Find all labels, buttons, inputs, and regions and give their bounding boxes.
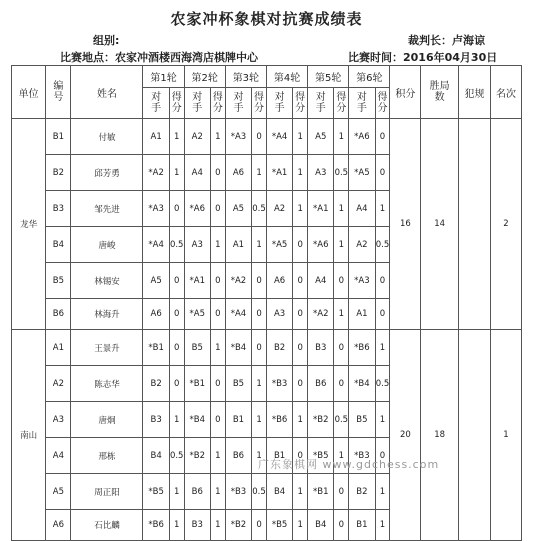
round-opponent: *B3 [266,366,292,402]
round-score: 0 [210,191,225,227]
round-score: 1 [334,299,349,330]
player-name: 陈志华 [71,366,143,402]
opponent-header: 对 手 [225,88,251,119]
player-name: 唐炯 [71,402,143,438]
round-opponent: *B5 [266,510,292,541]
player-code: A6 [46,510,71,541]
round-score: 1 [252,155,267,191]
round-score: 1 [334,119,349,155]
round-score: 1 [252,402,267,438]
round-opponent: *B2 [308,402,334,438]
player-name: 王景升 [71,330,143,366]
round-score: 1 [210,330,225,366]
round-opponent: B1 [225,402,251,438]
round-opponent: A1 [225,227,251,263]
round-score: 1 [334,191,349,227]
round-opponent: *A4 [266,119,292,155]
round-opponent: A4 [308,263,334,299]
round-5-header: 第5轮 [308,66,349,88]
round-opponent: B3 [143,402,169,438]
round-opponent: *B2 [225,510,251,541]
round-opponent: *A2 [225,263,251,299]
round-score: 0.5 [169,227,184,263]
round-score: 1 [375,474,390,510]
round-opponent: A4 [184,155,210,191]
round-opponent: B3 [308,330,334,366]
opponent-header: 对 手 [308,88,334,119]
player-name: 唐峻 [71,227,143,263]
round-opponent: A2 [266,191,292,227]
match-date: 比赛时间：2016年04月30日 [348,51,498,64]
round-score: 0.5 [375,366,390,402]
team-rank: 2 [491,119,522,330]
player-code: B2 [46,155,71,191]
round-opponent: A4 [349,191,375,227]
round-score: 1 [210,227,225,263]
round-opponent: *B6 [266,402,292,438]
round-opponent: *B4 [184,402,210,438]
round-opponent: A3 [184,227,210,263]
round-opponent: B6 [308,366,334,402]
name-header: 姓名 [71,66,143,119]
round-opponent: B2 [143,366,169,402]
round-opponent: *B1 [308,474,334,510]
round-score: 1 [252,438,267,474]
player-name: 邢栋 [71,438,143,474]
round-opponent: B2 [349,474,375,510]
round-score: 1 [375,191,390,227]
round-opponent: *A3 [349,263,375,299]
round-score: 1 [293,474,308,510]
round-opponent: B6 [184,474,210,510]
player-name: 林海升 [71,299,143,330]
round-score: 0 [210,263,225,299]
round-opponent: A6 [266,263,292,299]
round-1-header: 第1轮 [143,66,184,88]
round-score: 0.5 [169,438,184,474]
round-score: 1 [375,402,390,438]
team-wins: 14 [421,119,459,330]
player-name: 邱芳勇 [71,155,143,191]
round-score: 1 [293,119,308,155]
round-score: 1 [169,510,184,541]
round-opponent: B5 [349,402,375,438]
round-score: 0.5 [252,191,267,227]
player-name: 付敏 [71,119,143,155]
round-score: 0 [334,263,349,299]
score-header: 得 分 [334,88,349,119]
round-score: 0 [210,299,225,330]
round-opponent: *A5 [266,227,292,263]
round-2-header: 第2轮 [184,66,225,88]
round-score: 0 [375,119,390,155]
round-opponent: B1 [266,438,292,474]
round-score: 0 [252,119,267,155]
venue: 比赛地点：农家冲酒楼西海湾店棋牌中心 [60,51,258,64]
round-opponent: *B4 [349,366,375,402]
round-score: 0 [334,366,349,402]
player-name: 石比麟 [71,510,143,541]
round-score: 0 [334,474,349,510]
round-score: 0 [210,402,225,438]
round-score: 0 [293,227,308,263]
unit-header: 单位 [12,66,46,119]
page-title: 农家冲杯象棋对抗赛成绩表 [170,10,363,28]
round-opponent: B3 [184,510,210,541]
round-opponent: *B3 [349,438,375,474]
watermark: 广东象棋网 www.gdchess.com [258,458,440,471]
player-code: A3 [46,402,71,438]
player-name: 周正阳 [71,474,143,510]
round-score: 1 [293,155,308,191]
round-score: 1 [334,227,349,263]
round-opponent: A3 [266,299,292,330]
player-name: 邹先进 [71,191,143,227]
player-row [12,330,522,366]
team-points: 20 [390,330,421,541]
round-score: 0 [375,299,390,330]
round-opponent: A2 [184,119,210,155]
round-score: 0.5 [334,402,349,438]
round-score: 1 [210,510,225,541]
player-code: B6 [46,299,71,330]
round-score: 0 [252,263,267,299]
team-rank: 1 [491,330,522,541]
round-opponent: *A2 [308,299,334,330]
round-score: 0 [210,155,225,191]
round-score: 0 [293,263,308,299]
round-opponent: *A6 [184,191,210,227]
round-opponent: A3 [308,155,334,191]
group-label: 组别: [93,34,120,47]
round-score: 1 [293,191,308,227]
round-opponent: *B3 [225,474,251,510]
team-unit: 龙华 [12,119,46,330]
round-opponent: A5 [225,191,251,227]
round-score: 0 [252,330,267,366]
round-opponent: *A4 [225,299,251,330]
round-opponent: *B5 [308,438,334,474]
round-opponent: A6 [225,155,251,191]
score-header: 得 分 [375,88,390,119]
round-score: 1 [210,474,225,510]
round-score: 0 [334,510,349,541]
round-opponent: A5 [308,119,334,155]
round-opponent: B4 [143,438,169,474]
round-score: 0 [293,330,308,366]
player-row [12,119,522,155]
round-score: 0 [293,366,308,402]
round-score: 0 [169,299,184,330]
round-score: 0 [169,263,184,299]
round-score: 1 [210,119,225,155]
round-score: 0.5 [375,227,390,263]
round-opponent: *B4 [225,330,251,366]
team-fouls [459,119,491,330]
round-opponent: B1 [349,510,375,541]
opponent-header: 对 手 [266,88,292,119]
round-opponent: B5 [184,330,210,366]
round-opponent: A6 [143,299,169,330]
round-opponent: *A2 [143,155,169,191]
round-score: 0 [169,191,184,227]
round-opponent: B2 [266,330,292,366]
round-score: 0 [293,438,308,474]
rank-header: 名次 [491,66,522,119]
round-opponent: *B1 [184,366,210,402]
round-opponent: A2 [349,227,375,263]
round-score: 0 [375,438,390,474]
round-opponent: B5 [225,366,251,402]
score-header: 得 分 [293,88,308,119]
round-score: 1 [169,402,184,438]
round-score: 1 [169,474,184,510]
round-score: 0 [169,330,184,366]
round-opponent: *B2 [184,438,210,474]
round-opponent: *A3 [225,119,251,155]
round-score: 1 [169,119,184,155]
round-score: 1 [210,438,225,474]
round-opponent: *A6 [349,119,375,155]
opponent-header: 对 手 [349,88,375,119]
round-4-header: 第4轮 [266,66,307,88]
round-score: 1 [375,330,390,366]
round-score: 1 [334,438,349,474]
round-3-header: 第3轮 [225,66,266,88]
wins-header: 胜局 数 [421,66,459,119]
round-opponent: B4 [308,510,334,541]
opponent-header: 对 手 [143,88,169,119]
round-opponent: A1 [143,119,169,155]
player-code: B4 [46,227,71,263]
round-score: 0 [252,299,267,330]
points-header: 积分 [390,66,421,119]
round-opponent: *A1 [308,191,334,227]
number-header: 编 号 [46,66,71,119]
round-opponent: *A1 [184,263,210,299]
round-header-row [12,66,522,88]
round-score: 0 [252,510,267,541]
round-score: 0 [293,299,308,330]
round-opponent: *A5 [349,155,375,191]
results-body [12,119,522,541]
player-code: A2 [46,366,71,402]
round-opponent: B4 [266,474,292,510]
score-header: 得 分 [169,88,184,119]
score-header: 得 分 [252,88,267,119]
score-header: 得 分 [210,88,225,119]
chief-referee: 裁判长：卢海谅 [408,34,485,47]
round-opponent: *A6 [308,227,334,263]
fouls-header: 犯规 [459,66,491,119]
player-name: 林锡安 [71,263,143,299]
team-points: 16 [390,119,421,330]
round-opponent: A1 [349,299,375,330]
round-score: 1 [293,510,308,541]
round-score: 0 [334,330,349,366]
player-code: A5 [46,474,71,510]
round-opponent: *A3 [143,191,169,227]
round-score: 1 [252,366,267,402]
player-code: A4 [46,438,71,474]
team-wins: 18 [421,330,459,541]
round-score: 0.5 [252,474,267,510]
round-6-header: 第6轮 [349,66,390,88]
round-opponent: *B1 [143,330,169,366]
round-opponent: A5 [143,263,169,299]
round-opponent: *A5 [184,299,210,330]
opponent-header: 对 手 [184,88,210,119]
team-fouls [459,330,491,541]
round-score: 1 [252,227,267,263]
round-score: 1 [293,402,308,438]
round-score: 0 [375,263,390,299]
player-code: B3 [46,191,71,227]
round-score: 0 [210,366,225,402]
round-score: 0.5 [334,155,349,191]
round-opponent: *A4 [143,227,169,263]
player-code: A1 [46,330,71,366]
round-opponent: *A1 [266,155,292,191]
round-score: 1 [375,510,390,541]
player-code: B5 [46,263,71,299]
round-score: 0 [169,366,184,402]
team-unit: 南山 [12,330,46,541]
round-opponent: *B6 [349,330,375,366]
round-score: 0 [375,155,390,191]
round-opponent: *B5 [143,474,169,510]
player-code: B1 [46,119,71,155]
round-opponent: B6 [225,438,251,474]
round-score: 1 [169,155,184,191]
round-opponent: *B6 [143,510,169,541]
